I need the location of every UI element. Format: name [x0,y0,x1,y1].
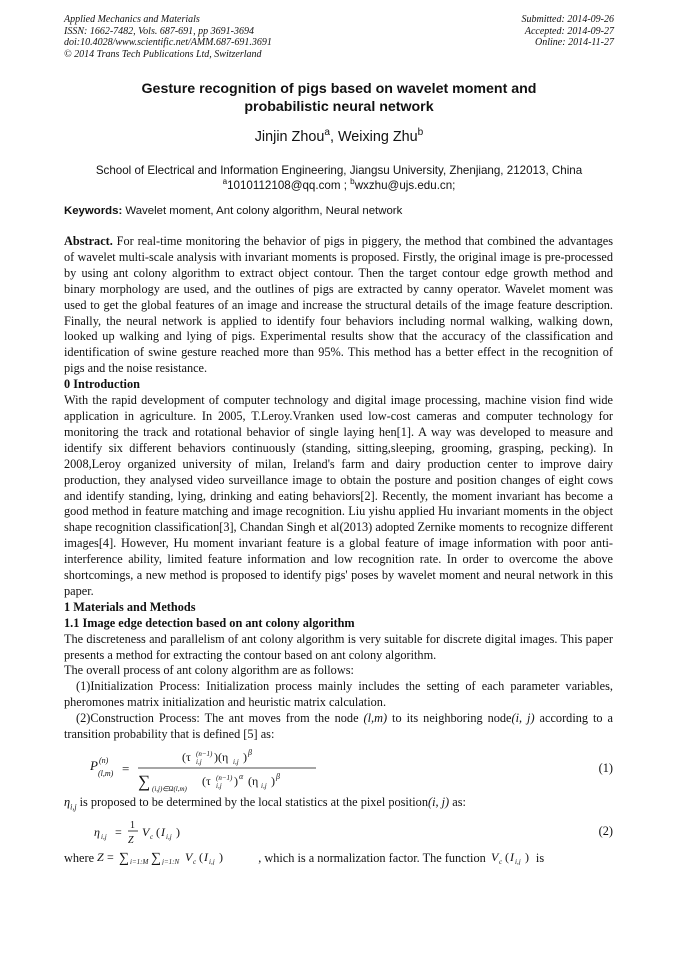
svg-text:∑: ∑ [138,772,151,791]
svg-text:η: η [94,825,100,840]
svg-text:i,j: i,j [101,833,107,842]
svg-text:(n): (n) [99,756,109,765]
author-1: Jinjin Zhou [254,129,325,145]
svg-text:(l,m): (l,m) [98,769,114,778]
svg-text:i,j: i,j [209,858,215,866]
paragraph-eta: $\eta_{i,j}$ is proposed to be determined by the local statistics at the pixel position(i, j) as: [64,795,466,812]
issn-line: ISSN: 1662-7482, Vols. 687-691, pp 3691-3694 [64,25,254,37]
svg-text:i,j: i,j [196,758,202,766]
svg-text:I: I [204,850,209,865]
svg-text:P: P [90,758,98,773]
equation-1-number: (1) [598,761,613,776]
eta-subscript: i,j [70,802,77,812]
svg-text:1: 1 [130,820,135,832]
svg-text:i,j: i,j [261,782,267,790]
journal-name: Applied Mechanics and Materials [64,14,200,25]
email-a-mark: a [222,177,228,187]
abstract-label: Abstract. [64,234,113,248]
paragraph-discreteness: The discreteness and parallelism of ant colony algorithm is very suitable for discrete digital images. This paper presents a method for extracting the contour based on ant colony algorithm. [64,631,613,662]
affiliation: School of Electrical and Information Engineering, Jiangsu University, Zhenjiang, 212013, China [95,164,583,177]
doi-line: doi:10.4028/www.scientific.net/AMM.687-691.3691 [64,37,272,49]
eta-symbol: η [64,795,71,809]
svg-text:V: V [185,850,193,865]
svg-text:I: I [161,825,165,840]
journal-header-left [64,14,272,60]
author-2-mark: b [417,127,424,139]
svg-text:)(η: )(η [214,750,229,764]
svg-text:β: β [248,748,252,757]
svg-text:(: ( [156,825,160,840]
equation-2-formula [90,815,230,849]
equation-1 [64,743,613,795]
title-line-1: Gesture recognition of pigs based on wavelet moment and [141,81,537,97]
email-a: 1010112108@qq.com ; [227,179,351,192]
svg-text:α: α [239,772,244,781]
svg-text:i=1:M: i=1:M [130,858,149,866]
copyright-line: © 2014 Trans Tech Publications Ltd, Switzerland [64,48,262,60]
svg-text:Z: Z [97,850,104,865]
svg-text:(τ: (τ [202,774,211,788]
svg-text:i,j: i,j [233,758,239,766]
svg-text:β: β [276,772,280,781]
svg-text:i,j: i,j [216,782,222,790]
author-1-mark: a [324,127,330,139]
node-ij: (i, j) [511,711,535,726]
svg-text:): ) [243,750,247,764]
svg-text:∑: ∑ [119,851,130,866]
svg-text:=: = [122,761,130,776]
svg-text:c: c [150,833,154,842]
title-line-2: probabilistic neural network [244,99,434,116]
function-vc [489,849,533,865]
keywords-text: Wavelet moment, Ant colony algorithm, Neural network [122,205,403,217]
keywords [64,205,402,217]
pixel-position: (i, j) [427,795,450,809]
svg-text:(τ: (τ [182,750,191,764]
svg-text:(i,j)∈Ω(l,m): (i,j)∈Ω(l,m) [152,785,187,793]
affiliation-block [50,163,628,193]
svg-text:): ) [271,774,275,788]
paper-body [64,234,613,867]
email-b: wxzhu@ujs.edu.cn; [354,179,456,192]
svg-text:V: V [490,850,499,865]
svg-text:): ) [234,774,238,788]
paragraph-overall-process: The overall process of ant colony algorithm are as follows: [64,663,354,678]
svg-text:i,j: i,j [166,833,172,842]
emails [50,178,628,193]
node-lm: (l,m) [363,711,388,726]
svg-text:): ) [176,825,180,840]
svg-text:I: I [509,850,514,865]
section-heading-introduction: 0 Introduction [64,377,140,392]
accepted-date: Accepted: 2014-09-27 [524,25,614,37]
equation-2-number: (2) [598,824,613,839]
journal-header-right [522,14,615,49]
svg-text:(: ( [199,850,204,865]
svg-text:c: c [193,858,197,866]
svg-text:(: ( [504,850,509,865]
svg-text:(η: (η [248,774,259,788]
abstract-text: For real-time monitoring the behavior of pigs in piggery, the method that combined the advantages of wavelet multi-scale analysis with invariant moments is proposed. Firstly, the original image is pre-processed by using ant colony algorithm to extract object contour. Then the target contour edge growth method and binary morphology are used, and the outlines of pigs are extracted by canny operator. Wavelet moment was used to get the global features of an image and increase the structural details of the image feature description. Finally, the neural network is applied to identify four behaviors including normal walking, walking down, looked up walking and lying of pigs. Experimental results show that the accuracy of the classification and identification of swine gesture reached more than 95%. This method has a better effect in the recognition of pigs and the noise resistance. [64,234,613,376]
paragraph-normalization: where Z = ∑ i=1:M ∑ j=1:N V c ( I i,j ) , which is a normalization factor. The function V c ( I i,j ) is [64,850,545,866]
equation-2 [64,815,613,849]
normalization-formula [97,849,255,865]
author-list [60,129,618,145]
svg-text:(n−1): (n−1) [216,774,233,782]
submitted-date: Submitted: 2014-09-26 [521,14,614,25]
equation-1-formula [90,743,320,795]
subsection-heading-edge-detection: 1.1 Image edge detection based on ant colony algorithm [64,615,355,630]
author-2: Weixing Zhu [337,129,418,145]
section-heading-materials: 1 Materials and Methods [64,599,196,614]
svg-text:Z: Z [128,835,134,847]
svg-text:c: c [498,858,502,866]
paragraph-initialization: (1)Initialization Process: Initialization process mainly includes the setting of each parameter variables, pheromones matrix initialization and heuristic matrix calculation. [64,679,613,710]
introduction-paragraph: With the rapid development of computer technology and digital image processing, machine vision find wide application in agriculture. In 2005, T.Leroy.Vranken used low-cost cameras and computer technology for monitoring the track and rotational behavior of single laying hen[1]. A way was developed to measure and identify six different behaviors continuously (standing, sitting,sleeping, grooming, grasping, pecking). In 2008,Leroy organized university of milan, Ireland's farm and dairy production center to improve dairy production, they analysed video surveillance image to obtain the posture and position changes of eight cows and identify standing, lying, drinking and eating behaviors[2]. Recently, the moment invariant has become a good method in feature matching and image recognition. Liu yishu applied Hu invariant moments in the object shape recognition classification[3], Chandan Singh et al(2013) adopted Zernike moments to recognize different images[4]. However, Hu moment invariant feature is a global feature of image information with poor anti-interference ability, limited feature information and low recognition rate. In order to overcome the above shortcomings, a new method is proposed to identify pigs' poses by wavelet moment and neural network in this paper. [64,393,613,598]
svg-text:=: = [107,850,114,865]
svg-text:i,j: i,j [514,858,521,866]
svg-text:∑: ∑ [151,851,162,866]
abstract [64,234,613,377]
email-b-mark: b [350,177,355,187]
online-date: Online: 2014-11-27 [535,37,614,49]
svg-text:V: V [142,825,150,840]
keywords-label: Keywords: [64,205,123,217]
svg-text:): ) [219,850,224,865]
svg-text:(n−1): (n−1) [196,750,213,758]
paper-title [60,80,618,117]
svg-text:): ) [524,850,529,865]
svg-text:=: = [115,825,122,840]
author-separator: , [329,129,338,145]
svg-text:j=1:N: j=1:N [162,858,180,866]
paragraph-construction: (2)Construction Process: The ant moves from the node (l,m) to its neighboring node(i, j) according to a transition probability that is defined [5] as: [64,711,614,742]
